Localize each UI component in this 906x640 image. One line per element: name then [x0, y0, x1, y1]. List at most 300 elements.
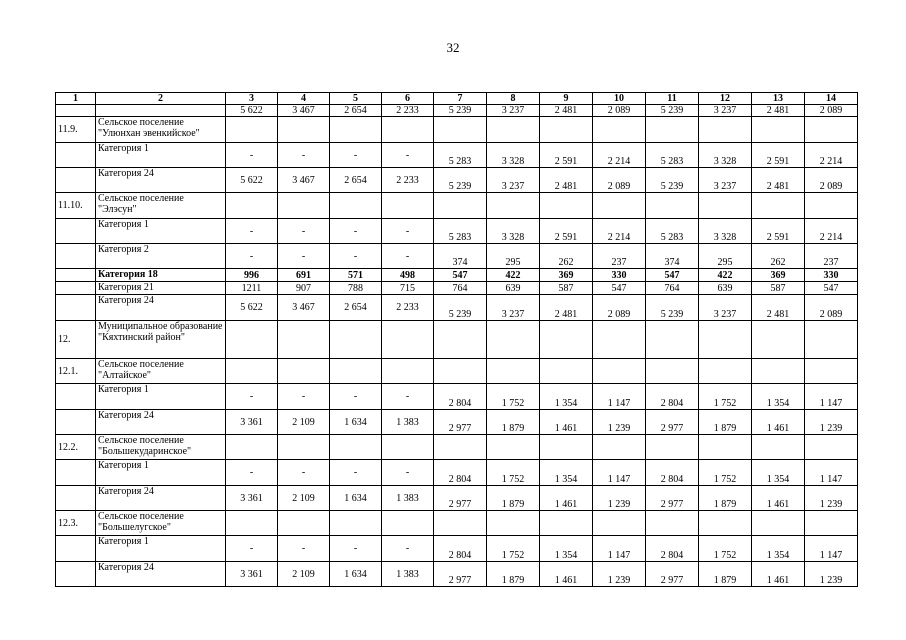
- value-cell: 1 461: [540, 410, 593, 435]
- value-cell: 2 804: [434, 536, 487, 562]
- value-cell: 2 089: [805, 295, 858, 321]
- value-cell: [540, 117, 593, 143]
- value-cell: 2 214: [593, 143, 646, 168]
- column-header: 6: [382, 93, 434, 105]
- row-name-cell: Категория 2: [96, 244, 226, 269]
- value-cell: 2 089: [593, 105, 646, 117]
- value-cell: 691: [278, 269, 330, 282]
- value-cell: 1 879: [699, 486, 752, 511]
- value-cell: 262: [540, 244, 593, 269]
- value-cell: 547: [434, 269, 487, 282]
- value-cell: [226, 511, 278, 536]
- value-cell: [805, 511, 858, 536]
- value-cell: 3 328: [487, 143, 540, 168]
- value-cell: 907: [278, 282, 330, 295]
- value-cell: [487, 359, 540, 384]
- value-cell: [805, 117, 858, 143]
- value-cell: -: [330, 219, 382, 244]
- value-cell: 547: [805, 282, 858, 295]
- row-name-cell: Категория 24: [96, 295, 226, 321]
- value-cell: 1 147: [593, 536, 646, 562]
- value-cell: 5 239: [434, 105, 487, 117]
- value-cell: 1 634: [330, 410, 382, 435]
- table-row: [56, 384, 858, 410]
- value-cell: 2 591: [540, 219, 593, 244]
- value-cell: 5 239: [434, 295, 487, 321]
- value-cell: 2 481: [752, 168, 805, 193]
- column-header: 2: [96, 93, 226, 105]
- value-cell: -: [226, 384, 278, 410]
- row-code-cell: 12.2.: [56, 435, 96, 460]
- value-cell: 3 467: [278, 168, 330, 193]
- column-header: 1: [56, 93, 96, 105]
- value-cell: 2 654: [330, 295, 382, 321]
- value-cell: 1 461: [540, 562, 593, 587]
- value-cell: 330: [593, 269, 646, 282]
- table-body: [56, 105, 858, 587]
- value-cell: -: [382, 143, 434, 168]
- value-cell: [278, 359, 330, 384]
- value-cell: 2 804: [646, 536, 699, 562]
- value-cell: 2 654: [330, 105, 382, 117]
- column-header: 4: [278, 93, 330, 105]
- value-cell: 2 804: [646, 460, 699, 486]
- value-cell: 3 361: [226, 410, 278, 435]
- value-cell: 1 147: [593, 460, 646, 486]
- value-cell: 5 239: [434, 168, 487, 193]
- value-cell: 5 239: [646, 295, 699, 321]
- value-cell: [646, 435, 699, 460]
- value-cell: 639: [487, 282, 540, 295]
- row-code-cell: [56, 168, 96, 193]
- value-cell: [382, 359, 434, 384]
- value-cell: 2 109: [278, 562, 330, 587]
- value-cell: 2 481: [540, 295, 593, 321]
- value-cell: [487, 193, 540, 219]
- value-cell: [226, 359, 278, 384]
- value-cell: 1 354: [540, 384, 593, 410]
- value-cell: -: [278, 244, 330, 269]
- value-cell: 1 354: [752, 460, 805, 486]
- row-name-cell: Категория 1: [96, 460, 226, 486]
- table-row: [56, 562, 858, 587]
- value-cell: 2 214: [805, 219, 858, 244]
- value-cell: 2 977: [646, 562, 699, 587]
- value-cell: 1 461: [540, 486, 593, 511]
- value-cell: [540, 193, 593, 219]
- value-cell: [487, 511, 540, 536]
- value-cell: 2 481: [540, 168, 593, 193]
- value-cell: 571: [330, 269, 382, 282]
- value-cell: 1 239: [593, 562, 646, 587]
- value-cell: [593, 511, 646, 536]
- value-cell: 1 354: [540, 460, 593, 486]
- row-code-cell: [56, 562, 96, 587]
- value-cell: -: [278, 219, 330, 244]
- value-cell: 2 233: [382, 168, 434, 193]
- value-cell: -: [226, 143, 278, 168]
- column-header: 8: [487, 93, 540, 105]
- value-cell: 1 752: [699, 384, 752, 410]
- row-name-cell: Категория 1: [96, 143, 226, 168]
- value-cell: 422: [699, 269, 752, 282]
- value-cell: 2 089: [805, 168, 858, 193]
- value-cell: [699, 193, 752, 219]
- value-cell: 5 283: [434, 143, 487, 168]
- value-cell: 3 237: [699, 168, 752, 193]
- table-row: [56, 269, 858, 282]
- value-cell: 2 481: [540, 105, 593, 117]
- row-name-cell: Категория 24: [96, 410, 226, 435]
- value-cell: 3 237: [487, 295, 540, 321]
- value-cell: 2 977: [434, 486, 487, 511]
- value-cell: 1211: [226, 282, 278, 295]
- table-row: [56, 511, 858, 536]
- row-name-cell: Категория 1: [96, 219, 226, 244]
- value-cell: 3 237: [487, 168, 540, 193]
- value-cell: 3 237: [699, 295, 752, 321]
- value-cell: 2 804: [434, 384, 487, 410]
- row-code-cell: [56, 384, 96, 410]
- value-cell: [593, 321, 646, 359]
- value-cell: [646, 193, 699, 219]
- value-cell: [434, 435, 487, 460]
- value-cell: [330, 435, 382, 460]
- value-cell: 1 634: [330, 562, 382, 587]
- value-cell: 2 109: [278, 486, 330, 511]
- value-cell: [646, 511, 699, 536]
- value-cell: [593, 435, 646, 460]
- value-cell: 498: [382, 269, 434, 282]
- value-cell: 237: [805, 244, 858, 269]
- value-cell: 1 147: [593, 384, 646, 410]
- value-cell: 295: [487, 244, 540, 269]
- value-cell: 2 481: [752, 295, 805, 321]
- value-cell: 1 147: [805, 384, 858, 410]
- value-cell: [487, 321, 540, 359]
- row-name-cell: Сельское поселение "Элэсун": [96, 193, 226, 219]
- row-code-cell: [56, 486, 96, 511]
- column-header: 11: [646, 93, 699, 105]
- value-cell: 639: [699, 282, 752, 295]
- value-cell: [434, 117, 487, 143]
- row-code-cell: [56, 244, 96, 269]
- value-cell: 1 461: [752, 486, 805, 511]
- value-cell: [646, 117, 699, 143]
- row-code-cell: [56, 410, 96, 435]
- value-cell: 5 283: [646, 143, 699, 168]
- value-cell: [805, 193, 858, 219]
- value-cell: 996: [226, 269, 278, 282]
- value-cell: 262: [752, 244, 805, 269]
- value-cell: 3 361: [226, 486, 278, 511]
- value-cell: 3 361: [226, 562, 278, 587]
- header-row: [56, 93, 858, 105]
- value-cell: 587: [752, 282, 805, 295]
- value-cell: 2 233: [382, 105, 434, 117]
- column-header: 7: [434, 93, 487, 105]
- value-cell: [226, 117, 278, 143]
- row-name-cell: Муниципальное образование "Кяхтинский район": [96, 321, 226, 359]
- value-cell: [330, 117, 382, 143]
- value-cell: -: [278, 143, 330, 168]
- value-cell: [487, 117, 540, 143]
- value-cell: 3 328: [699, 143, 752, 168]
- row-name-cell: Категория 24: [96, 486, 226, 511]
- value-cell: 374: [646, 244, 699, 269]
- value-cell: [699, 359, 752, 384]
- value-cell: 369: [752, 269, 805, 282]
- row-name-cell: Сельское поселение "Алтайское": [96, 359, 226, 384]
- row-code-cell: [56, 269, 96, 282]
- value-cell: [805, 435, 858, 460]
- value-cell: 374: [434, 244, 487, 269]
- table-row: [56, 295, 858, 321]
- row-name-cell: Сельское поселение "Большекударинское": [96, 435, 226, 460]
- value-cell: 3 467: [278, 105, 330, 117]
- value-cell: 1 879: [699, 410, 752, 435]
- column-header: 9: [540, 93, 593, 105]
- value-cell: [278, 321, 330, 359]
- value-cell: [699, 435, 752, 460]
- value-cell: 2 977: [434, 562, 487, 587]
- value-cell: [434, 193, 487, 219]
- value-cell: 2 233: [382, 295, 434, 321]
- value-cell: 2 591: [752, 143, 805, 168]
- value-cell: [487, 435, 540, 460]
- value-cell: 1 752: [699, 460, 752, 486]
- value-cell: -: [330, 384, 382, 410]
- value-cell: 1 239: [805, 562, 858, 587]
- value-cell: 764: [646, 282, 699, 295]
- value-cell: [752, 321, 805, 359]
- value-cell: 2 481: [752, 105, 805, 117]
- value-cell: [646, 359, 699, 384]
- value-cell: 3 467: [278, 295, 330, 321]
- value-cell: 1 147: [805, 536, 858, 562]
- value-cell: [382, 117, 434, 143]
- row-code-cell: 12.: [56, 321, 96, 359]
- value-cell: [434, 511, 487, 536]
- value-cell: [330, 321, 382, 359]
- row-code-cell: [56, 295, 96, 321]
- value-cell: [752, 359, 805, 384]
- row-code-cell: [56, 282, 96, 295]
- column-header: 10: [593, 93, 646, 105]
- value-cell: [752, 435, 805, 460]
- row-name-cell: Категория 24: [96, 168, 226, 193]
- tariff-table: [55, 92, 858, 587]
- table-row: [56, 321, 858, 359]
- value-cell: 1 239: [593, 410, 646, 435]
- value-cell: 5 622: [226, 168, 278, 193]
- table-row: [56, 282, 858, 295]
- value-cell: [699, 321, 752, 359]
- value-cell: 2 109: [278, 410, 330, 435]
- value-cell: 422: [487, 269, 540, 282]
- column-header: 13: [752, 93, 805, 105]
- value-cell: [330, 193, 382, 219]
- value-cell: [278, 193, 330, 219]
- value-cell: -: [278, 536, 330, 562]
- row-name-cell: Категория 21: [96, 282, 226, 295]
- row-code-cell: [56, 143, 96, 168]
- value-cell: 5 622: [226, 105, 278, 117]
- value-cell: 2 214: [805, 143, 858, 168]
- table-row: [56, 193, 858, 219]
- value-cell: 2 977: [646, 486, 699, 511]
- row-name-cell: Сельское поселение "Улюнхан эвенкийское": [96, 117, 226, 143]
- value-cell: 715: [382, 282, 434, 295]
- row-code-cell: [56, 105, 96, 117]
- value-cell: -: [382, 536, 434, 562]
- table-row: [56, 219, 858, 244]
- value-cell: 3 237: [487, 105, 540, 117]
- value-cell: 3 328: [699, 219, 752, 244]
- value-cell: [646, 321, 699, 359]
- column-header: 3: [226, 93, 278, 105]
- value-cell: [699, 511, 752, 536]
- value-cell: 1 383: [382, 410, 434, 435]
- value-cell: [805, 321, 858, 359]
- value-cell: [226, 435, 278, 460]
- value-cell: [699, 117, 752, 143]
- value-cell: 1 879: [487, 486, 540, 511]
- value-cell: [382, 193, 434, 219]
- value-cell: [752, 193, 805, 219]
- row-code-cell: 12.3.: [56, 511, 96, 536]
- value-cell: 5 283: [434, 219, 487, 244]
- value-cell: -: [226, 460, 278, 486]
- value-cell: [226, 193, 278, 219]
- value-cell: 295: [699, 244, 752, 269]
- value-cell: 3 328: [487, 219, 540, 244]
- value-cell: -: [382, 244, 434, 269]
- value-cell: [330, 359, 382, 384]
- value-cell: 1 752: [487, 384, 540, 410]
- value-cell: 2 977: [434, 410, 487, 435]
- value-cell: [593, 193, 646, 219]
- value-cell: [382, 321, 434, 359]
- value-cell: [540, 359, 593, 384]
- value-cell: -: [382, 384, 434, 410]
- value-cell: [330, 511, 382, 536]
- column-header: 5: [330, 93, 382, 105]
- table-row: [56, 359, 858, 384]
- value-cell: 1 879: [487, 562, 540, 587]
- row-name-cell: Категория 24: [96, 562, 226, 587]
- value-cell: 1 752: [487, 460, 540, 486]
- value-cell: 1 147: [805, 460, 858, 486]
- value-cell: 1 383: [382, 562, 434, 587]
- value-cell: 5 239: [646, 168, 699, 193]
- value-cell: 2 089: [593, 295, 646, 321]
- table-row: [56, 168, 858, 193]
- value-cell: [805, 359, 858, 384]
- value-cell: 1 354: [752, 536, 805, 562]
- value-cell: 547: [593, 282, 646, 295]
- value-cell: 369: [540, 269, 593, 282]
- table-row: [56, 117, 858, 143]
- column-header: 12: [699, 93, 752, 105]
- value-cell: 5 622: [226, 295, 278, 321]
- value-cell: 2 591: [752, 219, 805, 244]
- value-cell: [540, 435, 593, 460]
- value-cell: 587: [540, 282, 593, 295]
- value-cell: 1 634: [330, 486, 382, 511]
- row-code-cell: 12.1.: [56, 359, 96, 384]
- table-row: [56, 244, 858, 269]
- value-cell: 1 354: [752, 384, 805, 410]
- value-cell: [593, 117, 646, 143]
- value-cell: 1 752: [699, 536, 752, 562]
- value-cell: 2 977: [646, 410, 699, 435]
- page-number: 32: [446, 40, 460, 55]
- value-cell: [593, 359, 646, 384]
- row-name-cell: Категория 1: [96, 384, 226, 410]
- value-cell: 547: [646, 269, 699, 282]
- value-cell: [382, 435, 434, 460]
- value-cell: [382, 511, 434, 536]
- value-cell: -: [278, 460, 330, 486]
- table-row: [56, 105, 858, 117]
- value-cell: -: [278, 384, 330, 410]
- value-cell: 1 354: [540, 536, 593, 562]
- table-row: [56, 143, 858, 168]
- value-cell: 3 237: [699, 105, 752, 117]
- value-cell: 1 461: [752, 562, 805, 587]
- value-cell: 1 879: [487, 410, 540, 435]
- value-cell: -: [330, 143, 382, 168]
- value-cell: [278, 511, 330, 536]
- row-code-cell: 11.10.: [56, 193, 96, 219]
- row-code-cell: [56, 460, 96, 486]
- value-cell: 5 283: [646, 219, 699, 244]
- value-cell: [540, 321, 593, 359]
- value-cell: 2 089: [593, 168, 646, 193]
- value-cell: -: [330, 244, 382, 269]
- value-cell: [434, 321, 487, 359]
- value-cell: -: [382, 460, 434, 486]
- value-cell: -: [226, 536, 278, 562]
- value-cell: -: [330, 536, 382, 562]
- row-code-cell: [56, 536, 96, 562]
- value-cell: 1 879: [699, 562, 752, 587]
- table-row: [56, 486, 858, 511]
- value-cell: 5 239: [646, 105, 699, 117]
- value-cell: -: [226, 219, 278, 244]
- value-cell: -: [226, 244, 278, 269]
- value-cell: 1 239: [593, 486, 646, 511]
- row-name-cell: [96, 105, 226, 117]
- row-code-cell: 11.9.: [56, 117, 96, 143]
- table-row: [56, 435, 858, 460]
- value-cell: 1 383: [382, 486, 434, 511]
- value-cell: [752, 511, 805, 536]
- value-cell: 1 239: [805, 486, 858, 511]
- value-cell: -: [330, 460, 382, 486]
- value-cell: [540, 511, 593, 536]
- value-cell: 1 752: [487, 536, 540, 562]
- column-header: 14: [805, 93, 858, 105]
- value-cell: [278, 117, 330, 143]
- value-cell: 2 214: [593, 219, 646, 244]
- value-cell: 2 804: [646, 384, 699, 410]
- table-row: [56, 460, 858, 486]
- row-name-cell: Сельское поселение "Большелугское": [96, 511, 226, 536]
- table-row: [56, 536, 858, 562]
- value-cell: 2 591: [540, 143, 593, 168]
